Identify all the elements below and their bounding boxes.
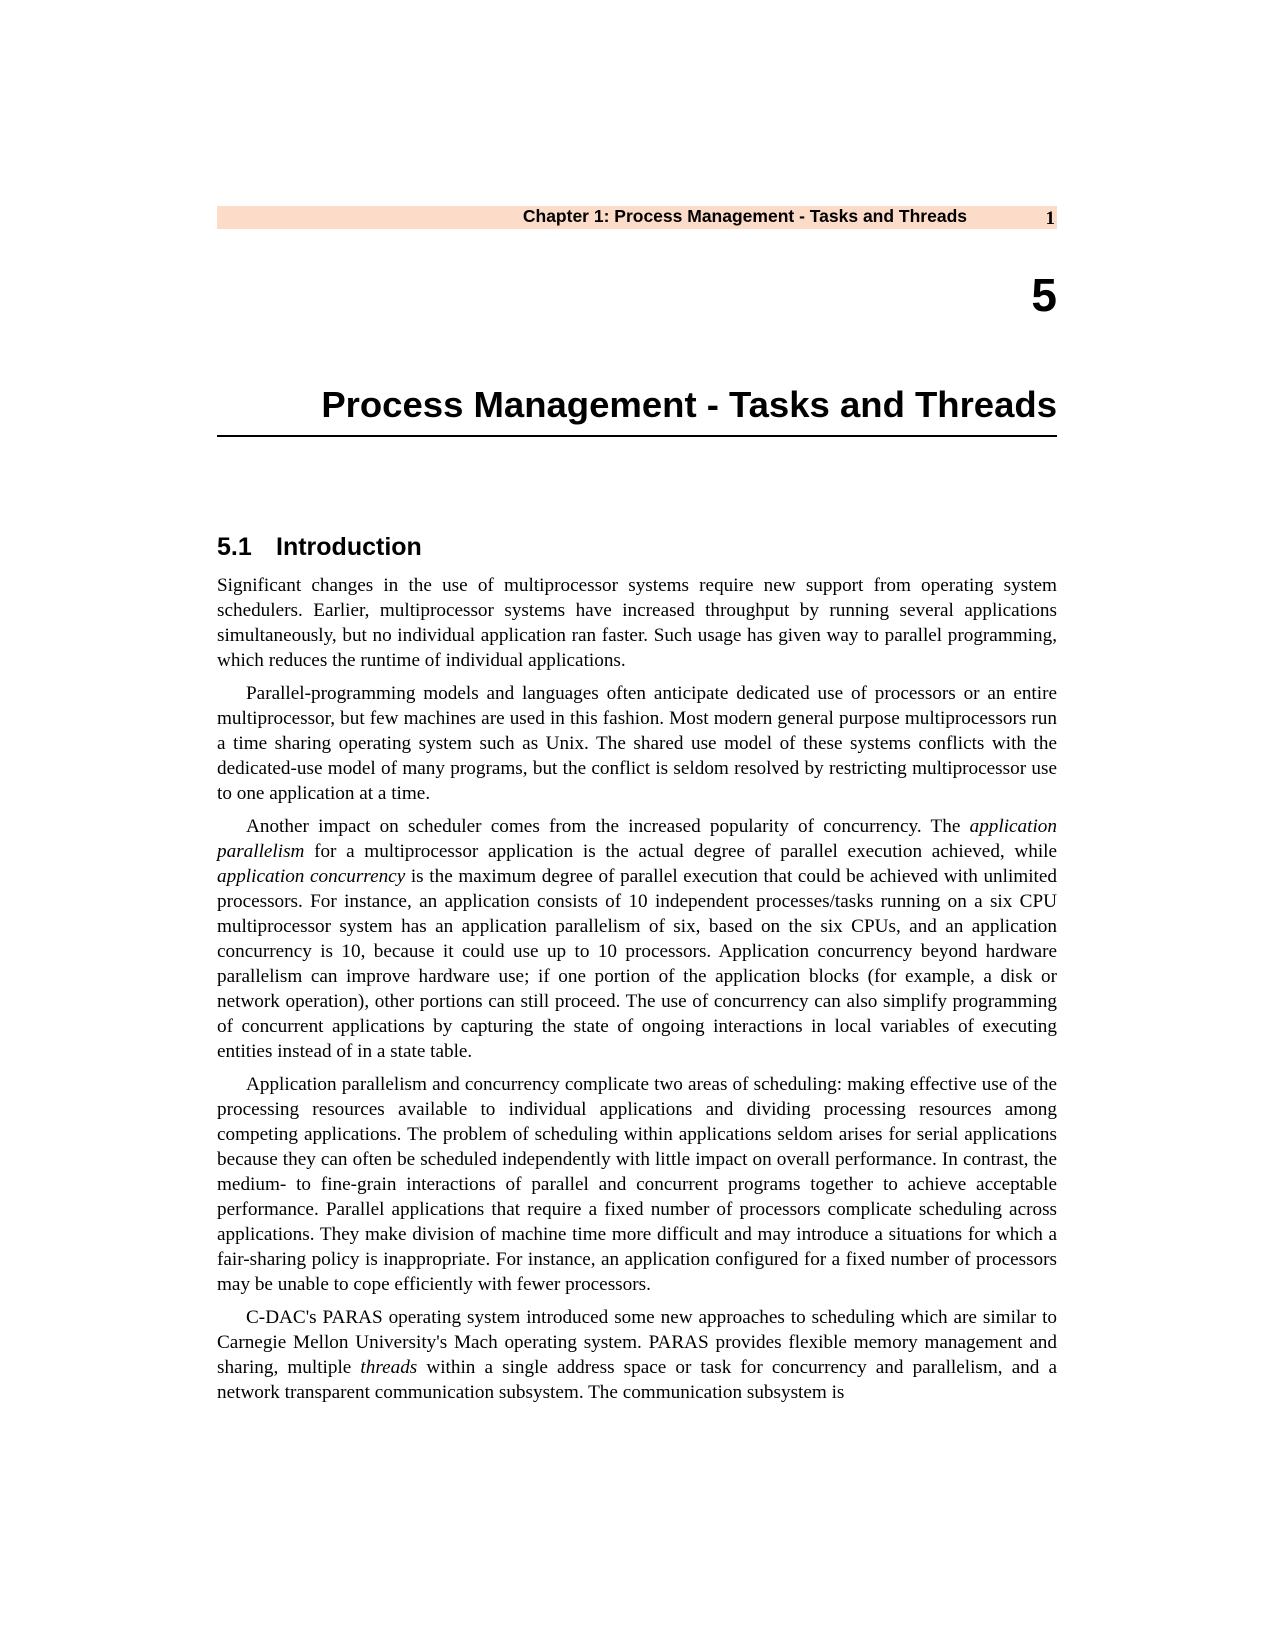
running-header-title: Chapter 1: Process Management - Tasks and Threads (522, 206, 967, 226)
term-threads: threads (360, 1357, 418, 1378)
section-number: 5.1 (217, 533, 252, 561)
section-heading (217, 532, 422, 562)
running-header (217, 206, 1057, 229)
body-text (217, 573, 1057, 1405)
paragraph-segment: is the maximum degree of parallel execution that could be achieved with unlimited processors. For instance, an application consists of 10 independent processes/tasks running on a six CPU multiprocessor system has an application parallelism of six, based on the six CPUs, and an application concurrency is 10, because it could use up to 10 processors. Application concurrency beyond hardware parallelism can improve hardware use; if one portion of the application blocks (for example, a disk or network operation), other portions can still proceed. The use of concurrency can also simplify programming of concurrent applications by capturing the state of ongoing interactions in local variables of executing entities instead of in a state table. (217, 866, 1057, 1062)
term-application-concurrency: application concurrency (217, 866, 406, 887)
paragraph-1 (217, 573, 1057, 673)
paragraph-segment: Significant changes in the use of multiprocessor systems require new support from operating system schedulers. Earlier, multiprocessor systems have increased throughput by running several applications simultaneously, but no individual application ran faster. Such usage has given way to parallel programming, which reduces the runtime of individual applications. (217, 575, 1057, 671)
chapter-number: 5 (1031, 269, 1057, 321)
term-application-parallelism: application parallelism (217, 816, 1057, 862)
section-title: Introduction (276, 533, 422, 561)
paragraph-2 (217, 681, 1057, 806)
page-number: 1 (1045, 208, 1055, 229)
paragraph-segment: Another impact on scheduler comes from the increased popularity of concurrency. The (246, 816, 970, 837)
paragraph-segment: Application parallelism and concurrency complicate two areas of scheduling: making effective use of the processing resources available to individual applications and dividing processing resources among competing applications. The problem of scheduling within applications seldom arises for serial applications because they can often be scheduled independently with little impact on overall performance. In contrast, the medium- to fine-grain interactions of parallel and concurrent programs together to achieve acceptable performance. Parallel applications that require a fixed number of processors complicate scheduling across applications. They make division of machine time more difficult and may introduce a situations for which a fair-sharing policy is inappropriate. For instance, an application configured for a fixed number of processors may be unable to cope efficiently with fewer processors. (217, 1074, 1057, 1295)
paragraph-4 (217, 1072, 1057, 1297)
chapter-title-rule (217, 435, 1057, 437)
paragraph-segment: for a multiprocessor application is the actual degree of parallel execution achieved, while (304, 841, 1057, 862)
paragraph-segment: within a single address space or task for concurrency and parallelism, and a network transparent communication subsystem. The communication subsystem is (217, 1357, 1058, 1403)
paragraph-3 (217, 814, 1057, 1064)
chapter-title: Process Management - Tasks and Threads (321, 384, 1057, 425)
paragraph-5 (217, 1305, 1057, 1405)
paragraph-segment: Parallel-programming models and languages often anticipate dedicated use of processors or an entire multiprocessor, but few machines are used in this fashion. Most modern general purpose multiprocessors run a time sharing operating system such as Unix. The shared use model of these systems conflicts with the dedicated-use model of many programs, but the conflict is seldom resolved by restricting multiprocessor use to one application at a time. (217, 683, 1057, 804)
paragraph-segment: C-DAC's PARAS operating system introduced some new approaches to scheduling which are similar to Carnegie Mellon University's Mach operating system. PARAS provides flexible memory management and sharing, multiple (217, 1307, 1057, 1378)
